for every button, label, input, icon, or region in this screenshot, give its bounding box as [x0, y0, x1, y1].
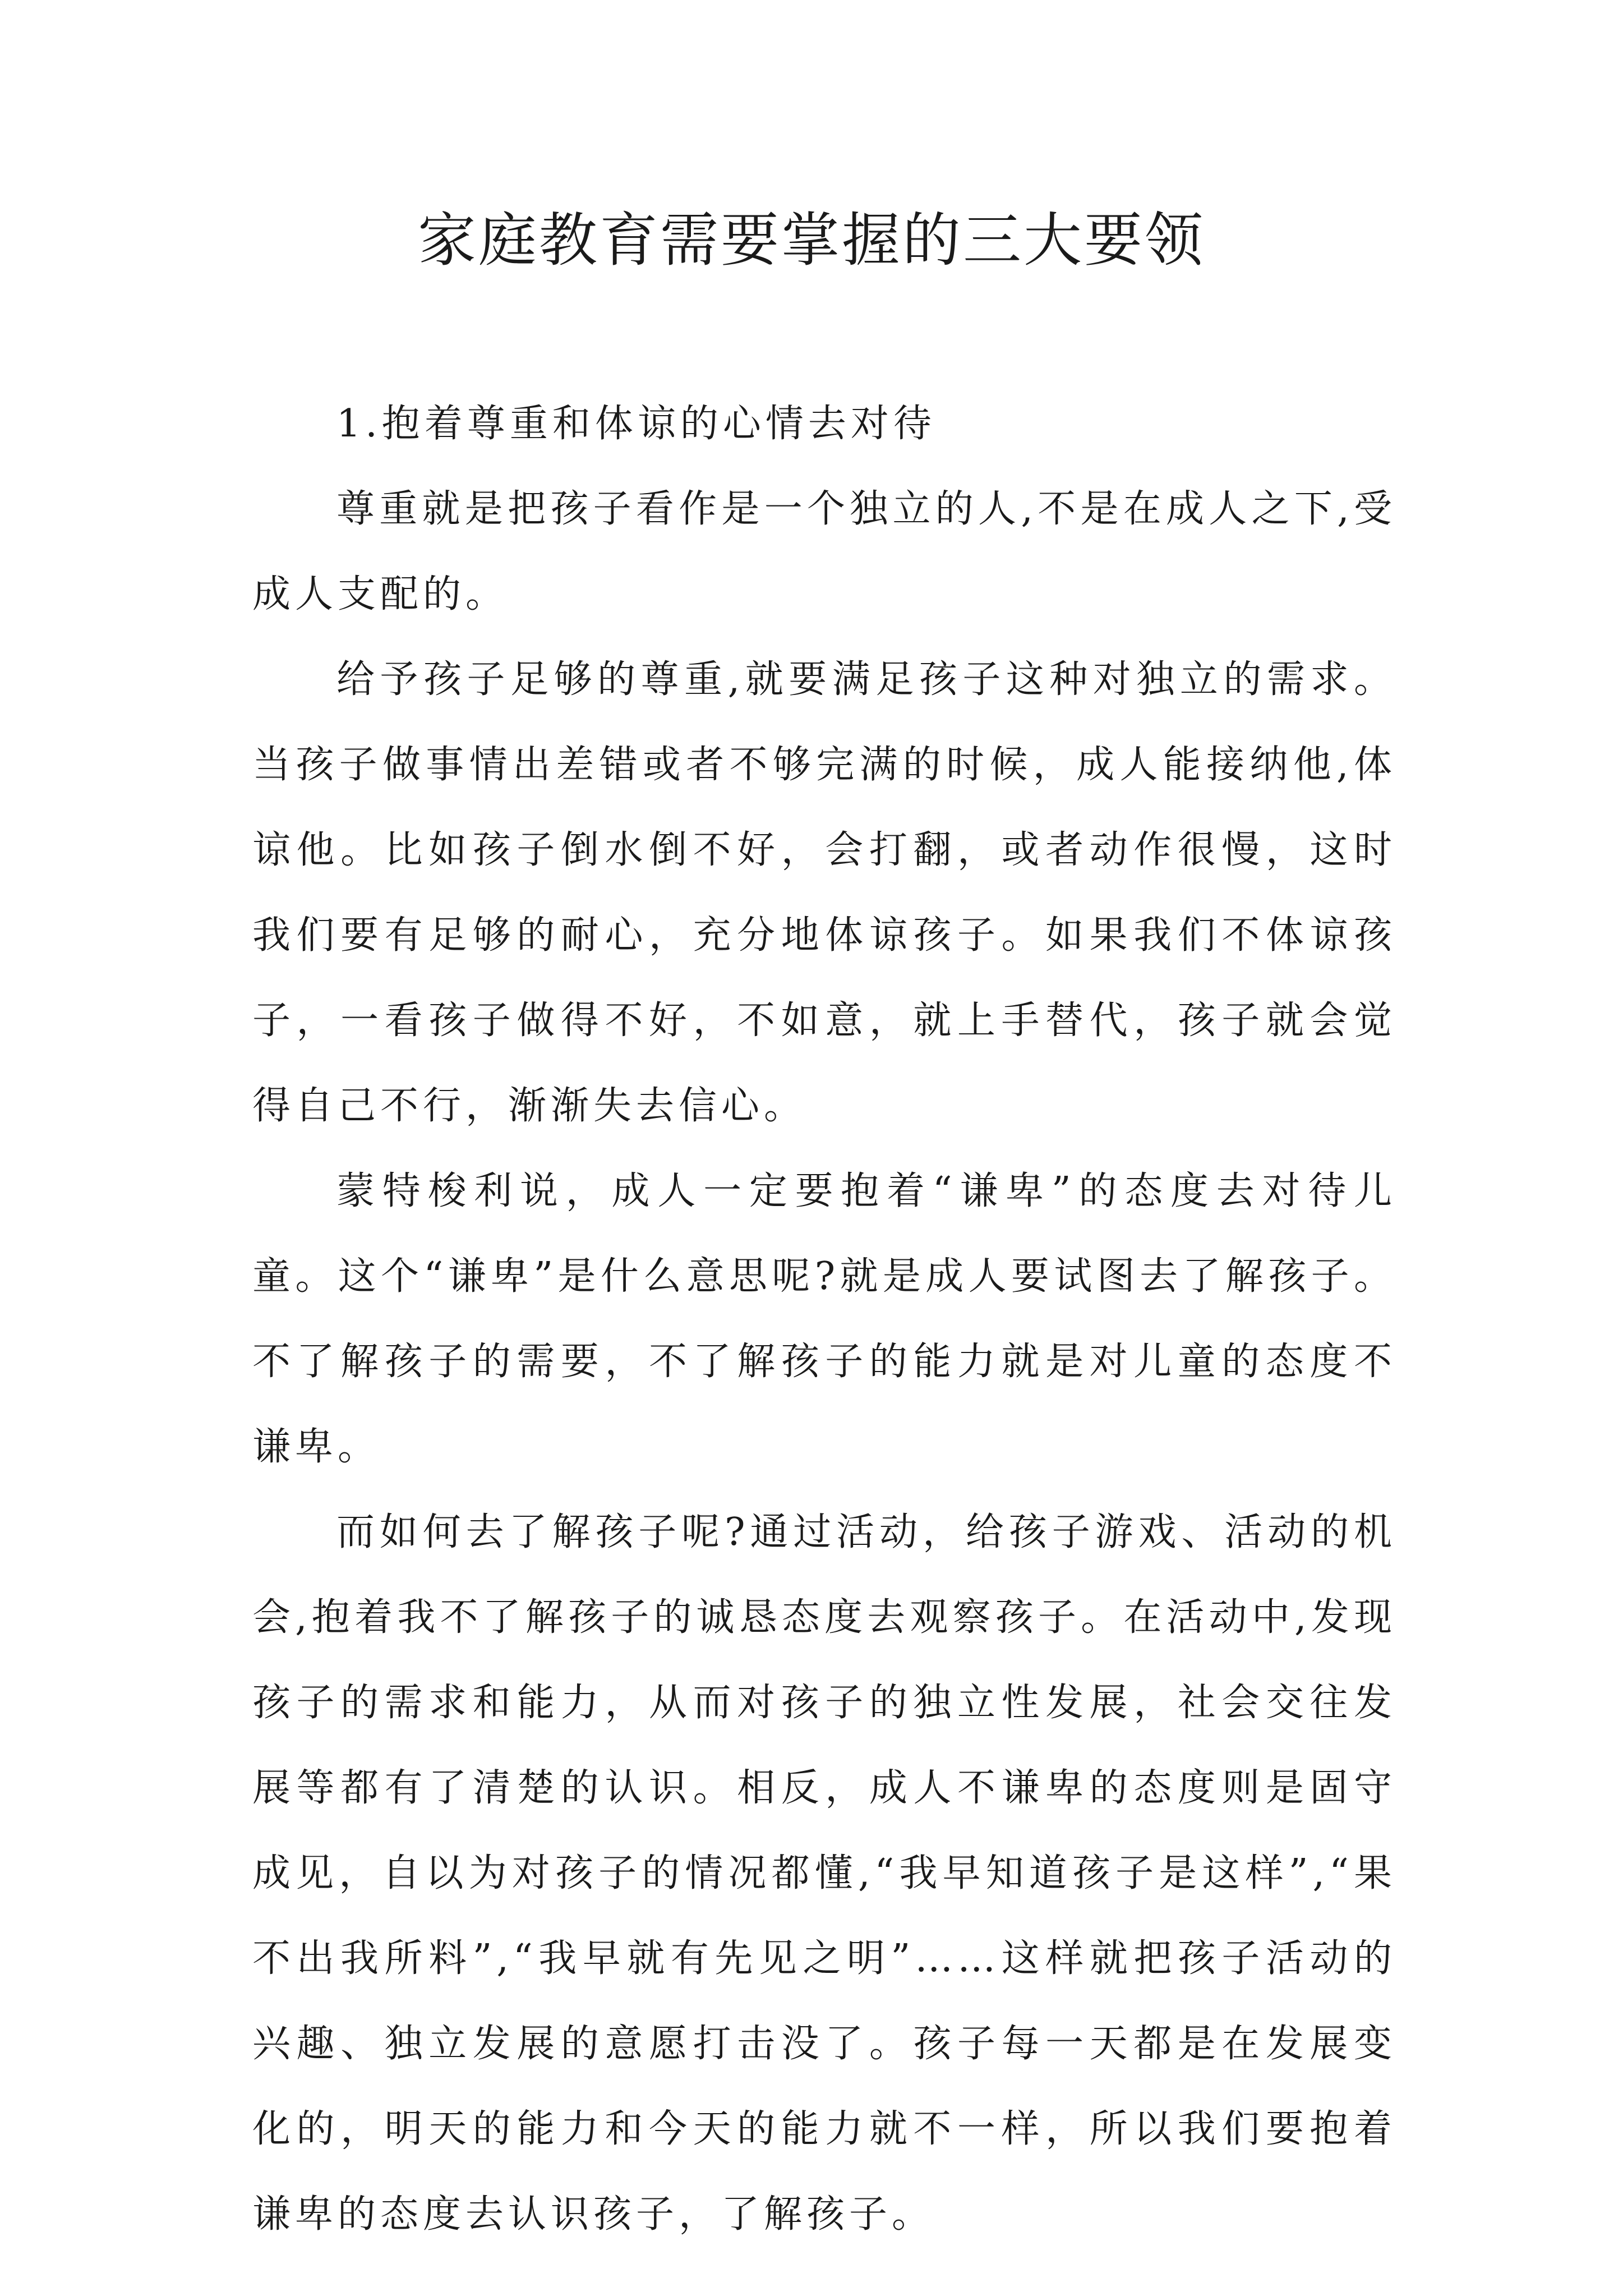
paragraph: 蒙特梭利说，成人一定要抱着“谦卑”的态度去对待儿童。这个“谦卑”是什么意思呢?就是成人要试图去了解孩子。不了解孩子的需要，不了解孩子的能力就是对儿童的态度不谦卑。 — [252, 1169, 1396, 1469]
document-body — [252, 381, 1396, 2257]
document-title: 家庭教育需要掌握的三大要领 — [417, 206, 1205, 274]
paragraph: 尊重就是把孩子看作是一个独立的人,不是在成人之下,受成人支配的。 — [252, 487, 1396, 616]
section-heading: 1.抱着尊重和体谅的心情去对待 — [336, 402, 936, 446]
paragraph: 给予孩子足够的尊重,就要满足孩子这种对独立的需求。当孩子做事情出差错或者不够完满的时候，成人能接纳他,体谅他。比如孩子倒水倒不好，会打翻，或者动作很慢，这时我们要有足够的耐心，充分地体谅孩子。如果我们不体谅孩子，一看孩子做得不好，不如意，就上手替代，孩子就会觉得自己不行，渐渐失去信心。 — [252, 657, 1396, 1128]
paragraph: 而如何去了解孩子呢?通过活动，给孩子游戏、活动的机会,抱着我不了解孩子的诚恳态度去观察孩子。在活动中,发现孩子的需求和能力，从而对孩子的独立性发展，社会交往发展等都有了清楚的认识。相反，成人不谦卑的态度则是固守成见，自以为对孩子的情况都懂,“我早知道孩子是这样”,“果不出我所料”,“我早就有先见之明”……这样就把孩子活动的兴趣、独立发展的意愿打击没了。孩子每一天都是在发展变化的，明天的能力和今天的能力就不一样，所以我们要抱着谦卑的态度去认识孩子，了解孩子。 — [252, 1510, 1396, 2237]
